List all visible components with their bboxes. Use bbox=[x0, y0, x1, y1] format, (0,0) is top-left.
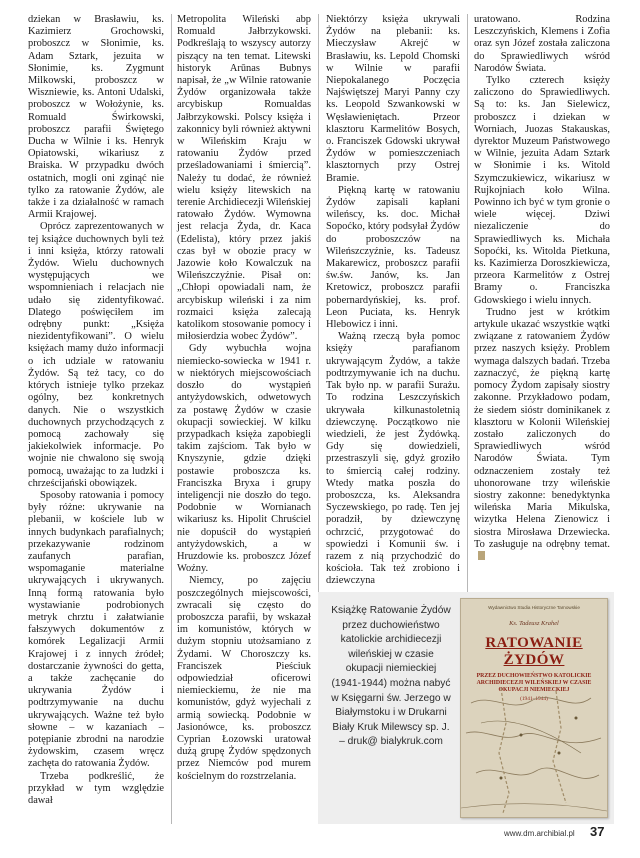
text-column-1 bbox=[28, 14, 164, 807]
paragraph: Ważną rzeczą była pomoc księży parafianom ukrywającym Żydów, a także podtrzymywanie ich na duchu. Tak było np. w parafii Surażu. To rodzina Leszczyńskich ukrywała kilkunastoletnią dziewczynę. Początkowo nie wiedzieli, że jest Żydówką. Gdy się dowiedzieli, przestraszyli się, gdyż groziło to śmiercią całej rodziny. Wtedy matka poszła do proboszcza, ks. Aleksandra Syczewskiego, po radę. Ten jej poradził, by dziewczynę ochrzcić, przygotować do spowiedzi i Komunii św. i razem z nią przychodzić do kościoła. Tak też zrobiono i dziewczyna bbox=[326, 331, 460, 587]
footer-url: www.dm.archibial.pl bbox=[504, 829, 575, 838]
paragraph: Sposoby ratowania i pomocy były różne: ukrywanie na plebanii, w kościele lub w innych budynkach parafialnych; przekazywanie rodzinom zaufanych parafian, wspomaganie materialne ukrywających i ukrywanych. Inną formą ratowania było wystawianie podrobionych metryk chrztu i załatwianie fałszywych dokumentów z komórek Legalizacji Armii Krajowej i z innych źródeł; dostarczanie żywności do getta, a także zachęcanie do ukrywania Żydów i podtrzymywanie na duchu ukrywających. Ważne też było słowne – w kazaniach – potępianie zbrodni na narodzie żydowskim, czasem wręcz zachęta do ratowania Żydów. bbox=[28, 489, 164, 770]
paragraph: Trzeba podkreślić, że przykład w tym względzie dawał bbox=[28, 770, 164, 806]
text-column-2 bbox=[177, 14, 311, 783]
book-promo-caption: Książkę Ratowanie Żydów przez duchowieństwo katolickie archidiecezji wileńskiej w czasie okupacji niemieckiej (1941-1944) można nabyć w Księgarni św. Jerzego w Białymstoku i w Drukarni Biały Kruk Milewscy sp. J. – druk@ bialykruk.com bbox=[331, 605, 451, 748]
paragraph: Tylko czterech księży zaliczono do Sprawiedliwych. Są to: ks. Jan Sielewicz, proboszcz i dziekan w Worniach, Juozas Stakauskas, dyrektor Muzeum Państwowego w Wilnie, jezuita Adam Sztark w Słonimie i ks. Witold Szymczukiewicz, wikariusz w Rujkojniach koło Wilna. Powinno ich być w tym gronie o wiele więcej. Dziwi niezaliczenie do Sprawiedliwych ks. Michała Sopoćki, ks. Witolda Pietkuna, ks. Kazimierza Doroszkiewicza, przeora Karmelitów z Ostrej Bramy o. Franciszka Gdowskiego i wielu innych. bbox=[474, 75, 610, 306]
cover-title: RATOWANIE ŻYDÓW bbox=[485, 635, 583, 668]
cover-publisher-line: Wydawnictwo Studia Historyczne Tarnowskie bbox=[488, 605, 580, 610]
paragraph: Trudno jest w krótkim artykule ukazać wszystkie wątki związane z ratowaniem Żydów przez naszych księży. Problem wymaga dalszych badań. Trzeba zaznaczyć, że piękną kartę pomocy Żydom zapisały siostry zakonne. Przykładowo podam, że siedem sióstr dominikanek z klasztoru w Kolonii Wileńskiej zostało zaliczonych do Sprawiedliwych wśród Narodów Świata. Tym odznaczeniem zostały też uhonorowane trzy wileńskie siostry zakonne: benedyktynka wileńska Maria Mikulska, wizytka Helena Zienowicz i siostra Mirosława Drzewiecka. To zasługuje na odrębny temat. bbox=[474, 307, 610, 563]
cover-map-illustration bbox=[461, 683, 607, 817]
text-column-4 bbox=[474, 14, 610, 563]
page-number: 37 bbox=[590, 824, 605, 839]
paragraph: dziekan w Brasławiu, ks. Kazimierz Grochowski, proboszcz w Słonimie, ks. Adam Sztark, jezuita w Słonimie, ks. Zygmunt Milkowski, proboszcz w Wiszniewie, ks. Antoni Udalski, proboszcz w Wołożynie, ks. Romuald Świrkowski, proboszcz parafii Świętego Ducha w Wilnie i ks. Henryk Opiatowski, wikariusz z Braiska. W przypadku dwóch ostatnich, mogli oni zginąć nie tylko za ratowanie Żydów, ale także i za działalność w ramach Armii Krajowej. bbox=[28, 14, 164, 221]
paragraph: Piękną kartę w ratowaniu Żydów zapisali kapłani wileńscy, ks. doc. Michał Sopoćko, który podsyłał Żydów do proboszczów na Wileńszczyźnie, ks. Tadeusz Makarewicz, proboszcz parafii św.św. Janów, ks. Jan Kretowicz, proboszcz parafii pobernardyńskiej, ks. prof. Leon Puciata, ks. Henryk Hlebowicz i inni. bbox=[326, 184, 460, 331]
end-of-article-mark bbox=[478, 551, 485, 560]
paragraph: Metropolita Wileński abp Romuald Jałbrzykowski. Podkreślają to wszyscy autorzy piszący na ten temat. Litewski historyk Arūnas Bubnys napisał, że „w Wilnie ratowanie Żydów organizowała także arcybiskup Romualdas Jałbrzykowski. Polscy księża i zakonnicy byli również aktywni w Wileńskim Kraju w ratowaniu Żydów przed prześladowaniami i śmiercią”. Należy tu dodać, że również wielu księży litewskich na terenie Archidiecezji Wileńskiej ratowało Żydów. Wymowna jest relacja Żyda, dr. Kaca (Edelista), który przez jakiś czas był w obozie pracy w Jazowie koło Kowalczuk na Wileńszczyźnie. Pisał on: „Chłopi opowiadali nam, że arcybiskup wileński i za nim rozmaici księża zalecają katolikom stosowanie pomocy i miłosierdzia wobec Żydów”. bbox=[177, 14, 311, 343]
cover-subtitle: PRZEZ DUCHOWIEŃSTWO KATOLICKIE ARCHIDIECEZJI WILEŃSKIEJ W CZASIE OKUPACJI NIEMIECKIEJ bbox=[476, 673, 592, 693]
paragraph: Gdy wybuchła wojna niemiecko-sowiecka w 1941 r. w niektórych miejscowościach doszło do wystąpień antyżydowskich, odwetowych za postawę Żydów w czasie okupacji sowieckiej. W kilku przypadkach księża zapobiegli takim zajściom. Tak było w Knyszynie, gdzie dzięki postawie proboszcza ks. Franciszka Bryxa i grupy inteligencji nie doszło do tego. Podobnie w Wornianach wikariusz ks. Hipolit Chruściel nie dopuścił do wystąpień antyżydowskich, a w Hruzdowie ks. proboszcz Józef Woźny. bbox=[177, 343, 311, 575]
paragraph: Oprócz zaprezentowanych w tej książce duchownych byli też i inni księża, którzy ratowali Żydów. Wielu duchownych występujących we wspomnieniach i relacjach nie udało się zidentyfikować. Dlatego poświęciłem im odrębny punkt: „Księża niezidentyfikowani”. O wielu księżach mamy dużo informacji o ich udziale w ratowaniu Żydów. Są też tacy, co do których istnieje tylko przekaz ogólny, bez konkretnych danych. Nie o wszystkich duchownych przychodzących z pomocą zachowały się jakiekolwiek informacje. Po wojnie nie chwalono się swoją pomocą, uważając to za ludzki i chrześcijański obowiązek. bbox=[28, 221, 164, 489]
cover-years: (1941–1944) bbox=[520, 696, 548, 702]
column-divider bbox=[171, 14, 172, 824]
paragraph: Niemcy, po zajęciu poszczególnych miejscowości, zwracali się często do proboszcza parafii, by wskazał im komunistów, których w dużym stopniu utożsamiano z Żydami. W Choroszczy ks. Franciszek Pieściuk odpowiedział oficerowi niemieckiemu, że nie ma komunistów, gdyż wyjechali z armią sowiecką. Podobnie w Jasionówce, ks. proboszcz Cyprian Łozowski uratował dużą grupę Żydów spędzonych przez Niemców pod murem kościelnym do rozstrzelania. bbox=[177, 575, 311, 782]
paragraph: uratowano. Rodzina Leszczyńskich, Klemens i Zofia oraz syn Józef została zaliczona do Sprawiedliwych wśród Narodów Świata. bbox=[474, 14, 610, 74]
cover-author: Ks. Tadeusz Krahel bbox=[509, 620, 559, 627]
paragraph: Niektórzy księża ukrywali Żydów na plebanii: ks. Mieczysław Akrejć w Brasławiu, ks. Lepold Chomski w Wilnie w parafii Niepokalanego Poczęcia Najświętszej Maryi Panny czy ks. Leopold Szwankowski w Węsławieniętach. Przeor klasztoru Karmelitów Bosych, o. Franciszek Gdowski ukrywał Żydów w pomieszczeniach klasztornych przy Ostrej Bramie. bbox=[326, 14, 460, 184]
text-column-3 bbox=[326, 14, 460, 588]
book-promo-box bbox=[318, 592, 614, 824]
book-cover-image bbox=[460, 598, 608, 818]
